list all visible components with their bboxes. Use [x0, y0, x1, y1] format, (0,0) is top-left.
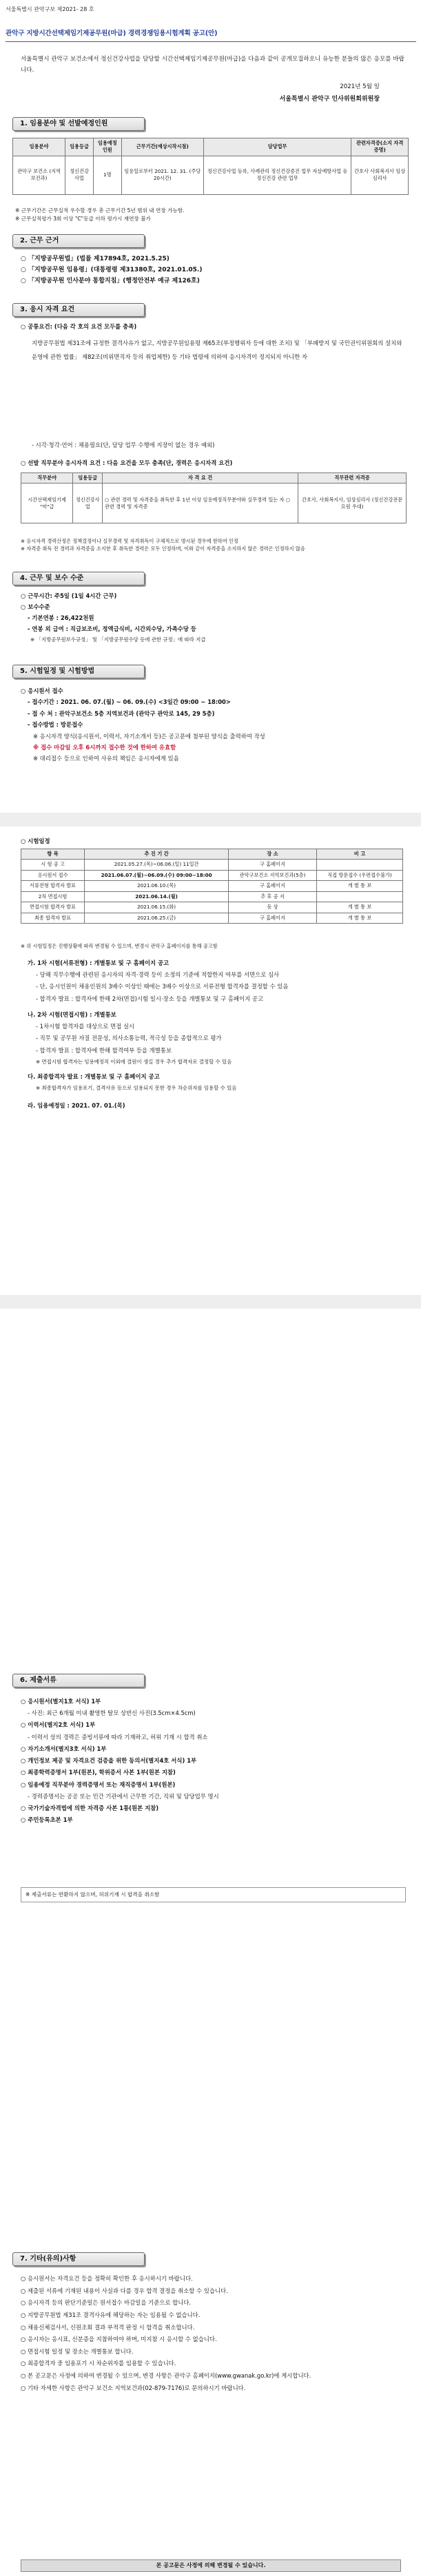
date-line: 2021년 5월 일 [340, 83, 380, 90]
application-block: ○ 응시원서 접수 - 접수기간 : 2021. 06. 07.(월) ~ 06. 09.(수) <3일간 09:00 ~ 18:00> - 접 수 처 : 관악구보건소 5층 지역보건과 (관악구 관악로 145, 29 5층) - 접수방법 : 방문접수 ※ 응시자격 양식(응시원서, 이력서, 자기소개서 등)은 공고문에 첨부된 양식을 출력하여 작성 ※ 접수 마감일 오후 6시까지 접수한 것에 한하여 유효함 ※ 대리접수 등으로 인하여 사유의 책임은 응시자에게 있음 [21, 685, 407, 765]
table-cell: 관악구 보건소 (지역보건과) [13, 156, 65, 194]
positions-table [12, 138, 409, 195]
section-4-heading: 4. 근무 및 보수 수준 [12, 572, 145, 585]
application-deadline-note: ※ 접수 마감일 오후 6시까지 접수한 것에 한하여 유효함 [33, 743, 176, 751]
legal-item: 「지방공무원 임용령」(대통령령 제31380호, 2021.01.05.) [28, 267, 203, 274]
common-req-text: 지방공무원법 제31조에 규정한 결격사유가 없고, 지방공무원임용령 제65조(부정행위자 등에 대한 조치) 및 「부패방지 및 국민권익위원회의 설치와 운영에 관한 법률」 제82조(비위면직자 등의 취업제한) 등 기타 법령에 의하여 응시자격이 정지되지 아니한 자 [32, 340, 402, 361]
note-item: ○ 응시자는 응시표, 신분증을 지참하여야 하며, 미지참 시 응시할 수 없습니다. [21, 2336, 217, 2343]
doc-item: ○ 임용예정 직무분야 경력증명서 또는 재직증명서 1부(원본) [21, 1780, 176, 1788]
pay-label: 보수수준 [28, 603, 50, 610]
note-item: ○ 채용신체검사서, 신원조회 결과 부적격 판정 시 합격을 취소합니다. [21, 2323, 195, 2331]
col-header: 담당업무 [203, 138, 351, 156]
base-salary: - 기본연봉 : 26,422천원 [28, 614, 94, 621]
table-row: 서류전형 합격자 발표 2021.06.10.(목) 구 홈페이지 개 별 통 보 [21, 881, 403, 891]
note-item: ○ 응시자격 등의 판단기준일은 원서접수 마감일을 기준으로 합니다. [21, 2299, 192, 2307]
method-a-item: - 합격자 발표 : 합격자에 한해 2차(면접)시험 일시·장소 등을 개별통보 및 구 홈페이지 공고 [36, 995, 264, 1002]
table-cell: 정신건강사업 [73, 484, 103, 523]
note-item: ○ 기타 자세한 사항은 관악구 보건소 지역보건과(02-879-7176)로 문의하시기 바랍니다. [21, 2384, 246, 2391]
col-header: 임용예정인원 [93, 138, 121, 156]
col-header: 직무분야 [21, 473, 73, 484]
method-b-item: - 1차시험 합격자를 대상으로 면접 실시 [36, 1023, 135, 1030]
application-label: 응시원서 접수 [28, 687, 63, 694]
schedule-table [21, 849, 403, 924]
doc-item: ○ 개인정보 제공 및 자격요건 검증을 위한 동의서(별지4호 서식) 1부 [21, 1757, 197, 1765]
col-header: 항 목 [21, 849, 85, 860]
table-cell: 간호사 사회복지사 임상심리사 [351, 156, 409, 194]
signer: 서울특별시 관악구 인사위원회위원장 [279, 96, 380, 103]
table-row: 면접시험 합격자 발표 2021.06.15.(화) 동 상 개 별 통 보 [21, 902, 403, 913]
section-5-heading: 5. 시험일정 및 시험방법 [12, 665, 145, 678]
page-break [0, 1295, 421, 1309]
note: ※ 응시자격 경력산정은 정책결정이나 실무경력 및 자격취득이 구체적으로 명시된 경우에 한하여 인정 [21, 538, 238, 544]
table-cell: 임용일로부터 2021. 12. 31. (주당 20시간) [121, 156, 203, 194]
table-cell: 정신건강사업 등록, 사례관리 정신건강증진 업무 자살예방사업 등 정신건강 관련 업무 [203, 156, 351, 194]
col-header: 임용분야 [13, 138, 65, 156]
note-item: ○ 제출된 서류에 기재된 내용이 사실과 다를 경우 합격 결정을 취소할 수 있습니다. [21, 2287, 228, 2294]
table-row: 응시원서 접수 2021.06.07.(월)~06.09.(수) 09:00~18:00 관악구보건소 지역보건과(5층) 직접 방문접수 (우편접수불가) [21, 870, 403, 880]
col-header: 자 격 요 건 [103, 473, 298, 484]
note-item: ○ 최종합격자 중 임용포기 시 차순위자를 임용할 수 있습니다. [21, 2360, 176, 2367]
method-c-title: 다. 최종합격자 발표 : 개별통보 및 구 홈페이지 공고 [28, 1072, 160, 1080]
note-item: ○ 지방공무원법 제31조 결격사유에 해당하는 자는 임용될 수 없습니다. [21, 2311, 201, 2318]
method-b-item: - 직무 및 공무원 자질 전문성, 의사소통능력, 적극성 등을 종합적으로 평가 [36, 1035, 222, 1042]
col-header: 추 진 기 간 [85, 849, 229, 860]
table1-notes [15, 207, 408, 223]
doc-item: ○ 자기소개서(별지3호 서식) 1부 [21, 1745, 107, 1752]
table-row: 최종 합격자 발표 2021.06.25.(금) 구 홈페이지 개 별 통 보 [21, 913, 403, 923]
legal-item: 「지방공무원 인사분야 통합지침」(행정안전부 예규 제126호) [28, 278, 200, 285]
section-6-heading: 6. 제출서류 [12, 1674, 145, 1687]
title-divider [6, 41, 416, 42]
application-period: - 접수기간 : 2021. 06. 07.(월) ~ 06. 09.(수) <3일간 09:00 ~ 18:00> [28, 698, 231, 706]
application-place: - 접 수 처 : 관악구보건소 5층 지역보건과 (관악구 관악로 145, 29 5층) [28, 709, 215, 717]
col-header: 관련자격증(소지 자격 증명) [351, 138, 409, 156]
schedule-note: ※ 위 시험일정은 진행상황에 따라 변경될 수 있으며, 변경시 관악구 홈페이지를 통해 공고함 [21, 943, 218, 949]
section-3-heading: 3. 응시 자격 요건 [12, 303, 145, 317]
section-2-heading: 2. 근무 근거 [12, 234, 145, 248]
table-cell: ○ 관련 경력 및 자격증을 취득한 후 1년 이상 임용예정직무분야와 실무경력 있는 자 ○ 관련 경력 및 자격증 [103, 484, 298, 523]
qualification-notes [21, 537, 407, 552]
doc-item: ○ 이력서(별지2호 서식) 1부 [21, 1721, 96, 1729]
application-method: - 접수방법 : 방문접수 [28, 721, 83, 729]
method-b-item: - 합격자 발표 : 합격자에 한해 합격여부 등을 개별통보 [36, 1046, 172, 1054]
table-cell: 시간선택제임기제 "마"급 [21, 484, 73, 523]
method-b-title: 나. 2차 시험(면접시험) : 개별통보 [28, 1010, 116, 1018]
table-row: 시 험 공 고 2021.05.27.(목)~06.06.(일) 11일간 구 홈페이지 [21, 860, 403, 870]
doc-item: - 사진: 최근 6개월 이내 촬영한 탈모 상반신 사진(3.5cm×4.5cm) [28, 1710, 196, 1717]
doc-item: - 경력증명서는 공공 또는 민간 기관에서 근무한 기간, 직위 및 담당업무 명시 [28, 1792, 219, 1800]
notes-list [21, 2273, 407, 2394]
pay-block: ○ 근무시간: 주5일 (1일 4시간 근무) ○ 보수수준 - 기본연봉 : 26,422천원 - 연봉 외 급여 : 직급보조비, 정액급식비, 시간외수당, 가족수당 등 ※ 「지방공무원보수규정」 및 「지방공무원수당 등에 관한 규정」에 따라 지급 [21, 591, 407, 645]
method-c-item: ※ 최종합격자가 임용포기, 결격사유 등으로 임용되지 못한 경우 차순위자를 임용할 수 있음 [36, 1085, 237, 1092]
method-a-item: - 당해 직무수행에 관련된 응시자의 자격·경력 등이 소정의 기준에 적합한지 여부를 서면으로 심사 [36, 971, 280, 979]
method-a-title: 가. 1차 시험(서류전형) : 개별통보 및 구 홈페이지 공고 [28, 959, 170, 966]
pay-note: ※ 「지방공무원보수규정」 및 「지방공무원수당 등에 관한 규정」에 따라 지급 [30, 636, 206, 643]
col-header: 직무관련 자격증 [298, 473, 407, 484]
col-header: 장 소 [229, 849, 317, 860]
extra-pay: - 연봉 외 급여 : 직급보조비, 정액급식비, 시간외수당, 가족수당 등 [28, 625, 196, 632]
page-break [0, 813, 421, 827]
page-title: 관악구 지방시간선택제임기제공무원(마급) 경력경쟁임용시험계획 공고(안) [6, 30, 218, 37]
application-liability-note: ※ 대리접수 등으로 인하여 사유의 책임은 응시자에게 있음 [33, 755, 179, 762]
col-header: 임용등급 [73, 473, 103, 484]
doc-number: 서울특별시 관악구보 제2021- 28 호 [6, 6, 94, 12]
exam-methods [28, 957, 403, 1112]
common-req-lead: ○ 공통요건: (다음 각 호의 요건 모두를 충족) [21, 323, 137, 330]
doc-item: ○ 주민등록초본 1부 [21, 1816, 73, 1824]
job-req-title: ○ 선발 직무분야 응시자격 요건 : 다음 요건을 모두 충족(단, 경력은 응시자격 요건) [21, 459, 233, 466]
note-item: ○ 본 공고문은 사정에 의하여 변경될 수 있으며, 변경 사항은 관악구 홈페이지(www.gwanak.go.kr)에 게시합니다. [21, 2372, 311, 2380]
method-b-item: ※ 면접시험 합격자는 임용예정직 이외에 결원이 생길 경우 추가 합격자로 결정할 수 있음 [36, 1058, 232, 1065]
method-a-item: - 단, 응시인원이 채용인원의 3배수 이상인 때에는 3배수 이상으로 서류전형 합격자를 결정할 수 있음 [36, 983, 289, 990]
legal-item: 「지방공무원법」(법률 제17894호, 2021.5.25) [28, 256, 170, 262]
note-item: ○ 응시원서는 자격요건 등을 정확히 확인한 후 응시하시기 바랍니다. [21, 2275, 193, 2282]
table-cell: 간호사, 사회복지사, 임상심리사 (정신건강전문요원 우대) [298, 484, 407, 523]
table-row: 2차 면접시험 2021.06.14.(월) 추 후 공 지 [21, 891, 403, 902]
legal-basis-list: ○ 「지방공무원법」(법률 제17894호, 2021.5.25) ○ 「지방공무원 임용령」(대통령령 제31380호, 2021.01.05.) ○ 「지방공무원 인사분야 통합지침」(행정안전부 예규 제126호) [21, 256, 203, 285]
application-note: ※ 응시자격 양식(응시원서, 이력서, 자기소개서 등)은 공고문에 첨부된 양식을 출력하여 작성 [33, 732, 265, 740]
doc-item: ○ 국가기술자격법에 의한 자격증 사본 1통(원본 지참) [21, 1804, 159, 1811]
documents-list [21, 1696, 407, 1826]
qualification-table [21, 472, 407, 523]
documents-note: ※ 제출서류는 반환하지 않으며, 허위기재 시 합격을 취소함 [21, 1887, 406, 1902]
table-cell: 정신건강사업 [65, 156, 94, 194]
appointment-date: 라. 임용예정일 : 2021. 07. 01.(목) [28, 1102, 125, 1110]
section-1-heading: 1. 임용분야 및 선발예정인원 [12, 117, 145, 131]
col-header: 비 고 [316, 849, 402, 860]
work-hours: 근무시간: 주5일 (1일 4시간 근무) [28, 592, 117, 599]
doc-item: ○ 응시원서(별지1호 서식) 1부 [21, 1698, 101, 1705]
schedule-title: ○ 시험일정 [21, 838, 50, 844]
note: ※ 근무기간은 근무실적 우수할 경우 총 근무기간 5년 범위 내 연장 가능함. [15, 207, 185, 214]
common-req-note: - 시각·청각·언어 : 채용필요(단, 담당 업무 수행에 지장이 없는 경우 예외) [32, 442, 215, 448]
col-header: 임용등급 [65, 138, 94, 156]
note: ※ 근무실적평가 3회 이상 "C"등급 이하 평가시 재연장 불가 [15, 215, 151, 222]
intro-text: 서울특별시 관악구 보건소에서 정신건강사업을 담당할 시간선택제임기제공무원(마급)을 다음과 같이 공개모집하오니 유능한 분들의 많은 응모를 바랍니다. [21, 56, 404, 74]
note-item: ○ 면접시험 일정 및 장소는 개별통보 합니다. [21, 2347, 134, 2355]
doc-item: - 이력서 상의 경력은 증빙서류에 따라 기재하고, 허위 기재 시 합격 취소 [28, 1733, 208, 1741]
note: ※ 자격증 취득 전 경력과 자격증을 소지한 후 취득한 경력은 모두 인정하며, 이와 같이 자격증을 소지하지 않은 경력은 인정하지 않음 [21, 546, 305, 552]
doc-item: ○ 최종학력증명서 1부(원본), 학위증서 사본 1부(원본 지참) [21, 1769, 176, 1776]
section-7-heading: 7. 기타(유의)사항 [12, 2252, 145, 2266]
footer-notice: 본 공고문은 사정에 의해 변경될 수 있습니다. [21, 2559, 401, 2572]
table-cell: 1명 [93, 156, 121, 194]
col-header: 근무기간(예상시작시점) [121, 138, 203, 156]
